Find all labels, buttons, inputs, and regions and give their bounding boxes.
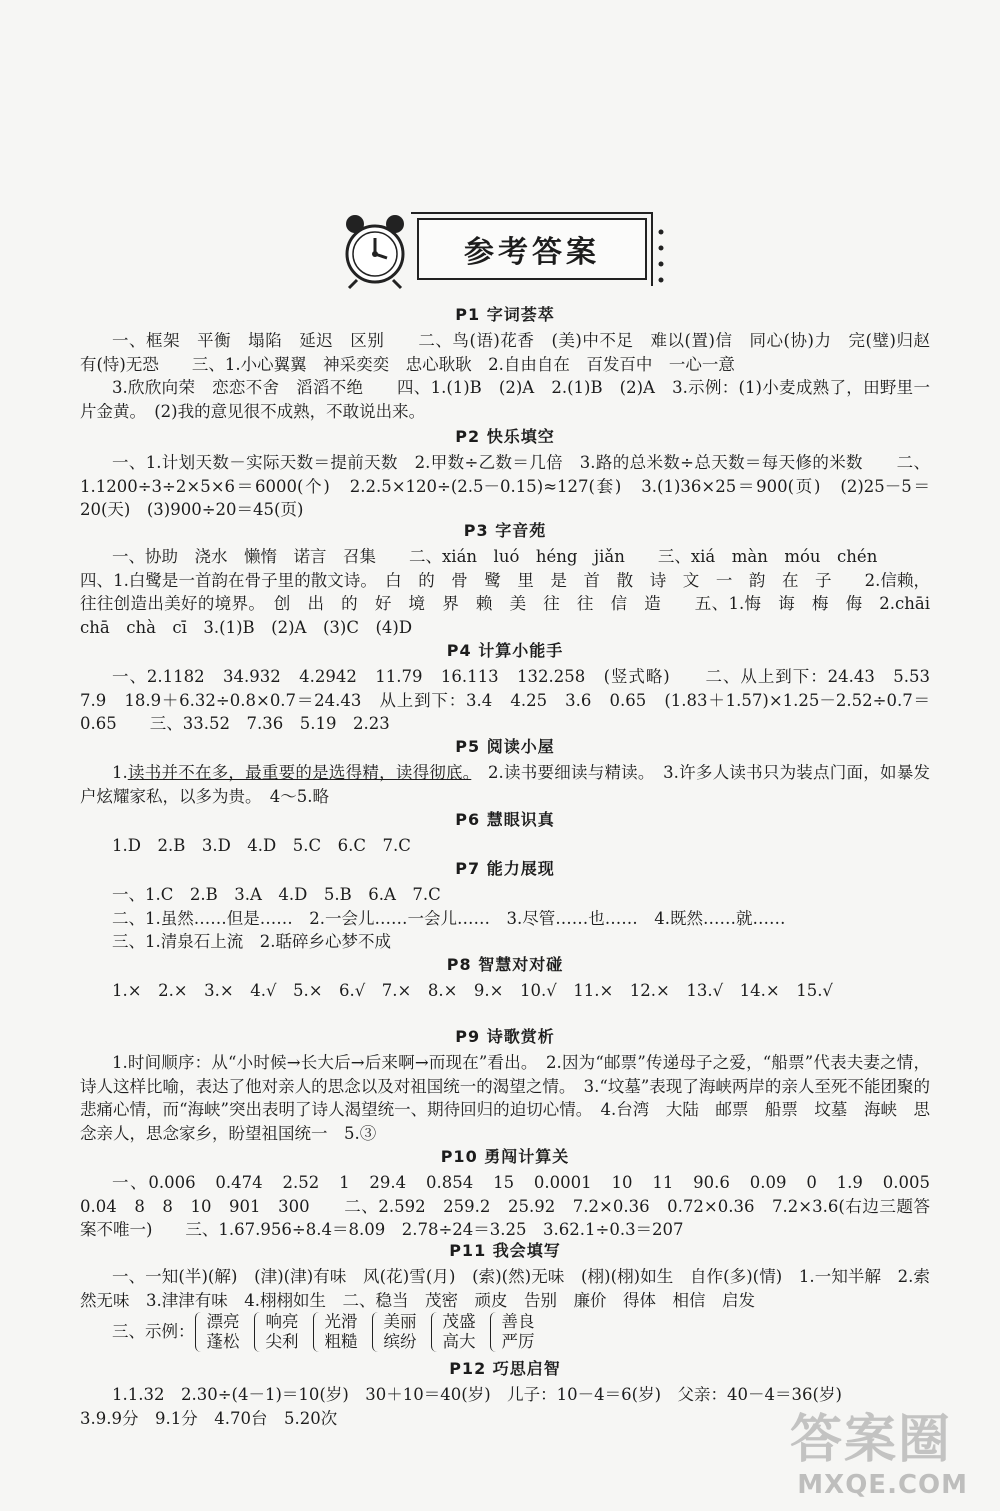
answer-text: 一、2.1182 34.932 4.2942 11.79 16.113 132.258 (竖式略) 二、从上到下：24.43 5.53 7.9 18.9＋6.32÷0.8×0.7＝24.43 从上到下：3.4 4.25 3.6 0.65 (1.83＋1.57)×1.25－2.52÷0.7＝0.65 三、33.52 7.36 5.19 2.23 <box>80 667 947 733</box>
brace-word: 粗糙 <box>324 1332 358 1351</box>
answer-text: 二、1.虽然……但是…… 2.一会儿……一会儿…… 3.尽管……也…… 4.既然……就…… <box>112 908 786 928</box>
brace-word: 美丽 <box>383 1312 417 1331</box>
brace-icon <box>254 1312 263 1352</box>
section-p11 <box>80 1238 930 1352</box>
watermark-url: MXQE.COM <box>797 1470 968 1500</box>
watermark <box>790 1410 980 1510</box>
section-title: P1 字词荟萃 <box>455 305 555 324</box>
brace-word: 尖利 <box>265 1332 299 1351</box>
answer-text <box>80 761 930 808</box>
section-p2 <box>80 424 930 522</box>
section-p6 <box>80 807 930 858</box>
answer-text: 一、0.006 0.474 2.52 1 29.4 0.854 15 0.0001 10 11 90.6 0.09 0 1.9 0.005 0.04 8 8 10 901 300 二、2.592 259.2 25.92 7.2×0.36 0.72×0.36 7.2×3.6(右边三题答案不唯一) 三、1.67.956÷8.4＝8.09 2.78÷24＝3.25 3.62.1÷0.3＝207 <box>80 1173 947 1239</box>
title-box <box>417 218 647 280</box>
answer-text: 四、1.白鹭是一首韵在骨子里的散文诗。 白 的 骨 鹭 里 是 首 散 诗 文 一 韵 在 子 2.信赖，往往创造出美好的境界。 创 出 的 好 境 界 赖 美 往 往 信 造 五、1.悔 诲 梅 侮 2.chāi chā chà cī 3.(1)B (2)A (3)C (4)D <box>80 570 947 637</box>
answer-text: 1.1.32 2.30÷(4－1)＝10(岁) 30＋10＝40(岁) 儿子：10－4＝6(岁) 父亲：40－4＝36(岁) <box>112 1385 842 1404</box>
page-title: 参考答案 <box>464 235 600 270</box>
brace-word: 漂亮 <box>206 1312 240 1331</box>
example-label: 三、示例： <box>112 1322 195 1341</box>
answer-text: 三、1.清泉石上流 2.聒碎乡心梦不成 <box>112 932 391 951</box>
brace-word: 善良 <box>501 1312 535 1331</box>
brace-pair <box>490 1312 535 1352</box>
section-title: P11 我会填写 <box>449 1241 561 1260</box>
brace-word: 缤纷 <box>383 1332 417 1351</box>
underlined-answer: 读书并不在多，最重要的是选得精，读得彻底。 <box>127 763 472 782</box>
brace-pair <box>254 1312 299 1352</box>
section-title: P4 计算小能手 <box>446 641 564 660</box>
answer-text: 1.D 2.B 3.D 4.D 5.C 6.C 7.C <box>112 836 411 855</box>
answer-text: 3.9.9分 9.1分 4.70台 5.20次 <box>80 1408 338 1428</box>
watermark-logo: 答案圈 <box>790 1410 953 1470</box>
section-p9 <box>80 1024 930 1145</box>
section-p5 <box>80 734 930 808</box>
answer-text: 一、一知(半)(解) (津)(津)有味 风(花)雪(月) (索)(然)无味 (栩)(栩)如生 自作(多)(情) 1.一知半解 2.索然无味 3.津津有味 4.栩栩如生 二、稳当 茂密 顽皮 告别 廉价 得体 相信 启发 <box>80 1267 930 1310</box>
alarm-clock-icon <box>335 208 415 290</box>
brace-icon <box>195 1312 204 1352</box>
dotted-border-icon <box>651 226 671 296</box>
brace-word: 蓬松 <box>206 1332 240 1351</box>
section-p4 <box>80 638 947 736</box>
brace-word: 高大 <box>442 1332 476 1351</box>
section-title: P12 巧思启智 <box>449 1359 561 1378</box>
section-p3 <box>80 518 947 639</box>
section-title: P10 勇闯计算关 <box>440 1147 570 1166</box>
section-title: P3 字音苑 <box>463 521 547 540</box>
answer-number: 1. <box>112 763 128 782</box>
brace-word: 光滑 <box>324 1312 358 1331</box>
answer-key-header <box>335 208 665 290</box>
brace-icon <box>313 1312 322 1352</box>
section-p10 <box>80 1144 947 1242</box>
section-title: P7 能力展现 <box>455 859 555 878</box>
section-title: P6 慧眼识真 <box>455 810 555 829</box>
section-p8 <box>80 952 930 1003</box>
answer-text: 1.时间顺序：从“小时候→长大后→后来啊→而现在”看出。 2.因为“邮票”传递母子之爱，“船票”代表夫妻之情，诗人这样比喻，表达了他对亲人的思念以及对祖国统一的渴望之情。 3.“坟墓”表现了海峡两岸的亲人至死不能团聚的悲痛心情，而“海峡”突出表明了诗人渴望统一、期待回归的迫切心情。 4.台湾 大陆 邮票 船票 坟墓 海峡 思念亲人，思念家乡，盼望祖国统一 5.③ <box>80 1053 930 1143</box>
brace-word: 严厉 <box>501 1332 535 1351</box>
brace-pair <box>431 1312 476 1352</box>
brace-word: 响亮 <box>265 1312 299 1331</box>
answer-text: 一、框架 平衡 塌陷 延迟 区别 二、鸟(语)花香 (美)中不足 难以(置)信 同心(协)力 完(璧)归赵 有(恃)无恐 三、1.小心翼翼 神采奕奕 忠心耿耿 2.自由自在 百发百中 一心一意 <box>80 331 947 374</box>
example-braces <box>80 1312 930 1352</box>
section-title: P2 快乐填空 <box>455 427 555 446</box>
brace-icon <box>431 1312 440 1352</box>
answer-rest: 2.读书要细读与精读。 3.许多人读书只为装点门面，如暴发户炫耀家私，以多为贵。 4～5.略 <box>80 763 930 806</box>
answer-text: 一、1.计划天数－实际天数＝提前天数 2.甲数÷乙数＝几倍 3.路的总米数÷总天数＝每天修的米数 二、1.1200÷3÷2×5×6＝6000(个) 2.2.5×120÷(2.5－0.15)≈127(套) 3.(1)36×25＝900(页) (2)25－5＝20(天) (3)900÷20＝45(页) <box>80 453 930 519</box>
answer-text: 1.× 2.× 3.× 4.√ 5.× 6.√ 7.× 8.× 9.× 10.√ 11.× 12.× 13.√ 14.× 15.√ <box>112 981 833 1000</box>
brace-pair <box>372 1312 417 1352</box>
brace-word: 茂盛 <box>442 1312 476 1331</box>
section-p1 <box>80 302 947 423</box>
brace-pair <box>313 1312 358 1352</box>
section-p7 <box>80 856 930 954</box>
brace-pair <box>195 1312 240 1352</box>
section-title: P5 阅读小屋 <box>455 737 555 756</box>
answer-text: 一、1.C 2.B 3.A 4.D 5.B 6.A 7.C <box>112 885 441 904</box>
brace-icon <box>372 1312 381 1352</box>
answer-text: 3.欣欣向荣 恋恋不舍 滔滔不绝 四、1.(1)B (2)A 2.(1)B (2)A 3.示例：(1)小麦成熟了，田野里一片金黄。 (2)我的意见很不成熟，不敢说出来。 <box>80 378 930 421</box>
section-title: P9 诗歌赏析 <box>455 1027 555 1046</box>
section-title: P8 智慧对对碰 <box>446 955 564 974</box>
answer-text: 一、协助 浇水 懒惰 诺言 召集 二、xián luó héng jiǎn 三、xiá màn móu chén <box>112 547 878 566</box>
brace-icon <box>490 1312 499 1352</box>
